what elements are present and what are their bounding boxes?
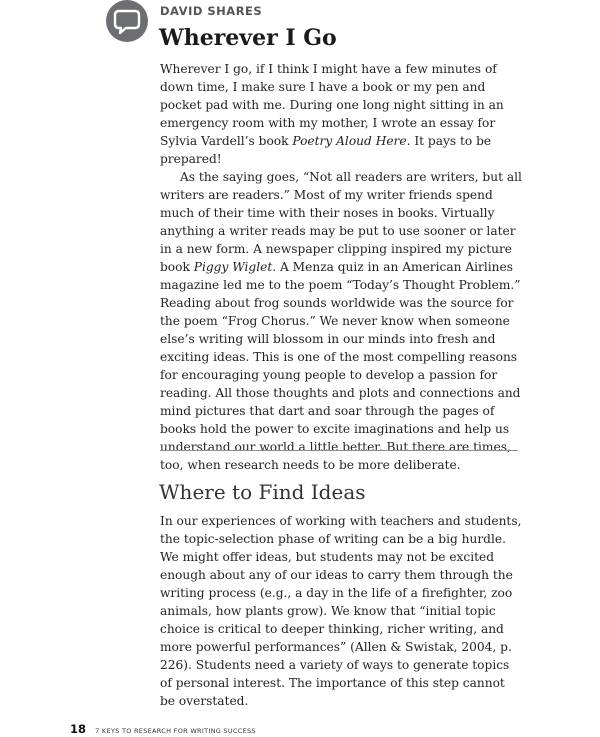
speech-bubble-icon	[104, 0, 150, 44]
section-heading: Where to Find Ideas	[159, 480, 366, 504]
running-title: 7 KEYS TO RESEARCH FOR WRITING SUCCESS	[95, 727, 256, 735]
section-divider	[160, 450, 518, 451]
page-footer	[70, 718, 256, 737]
sidebar-paragraph-1: Wherever I go, if I think I might have a few minutes of down time, I make sure I have a book or my pen and pocket pad with me. During one long night sitting in an emergency room with my mother, I wrote an essay for Sylvia Vardell’s book Poetry Aloud Here. It pays to be prepared!	[160, 62, 504, 166]
sidebar-paragraph-2: As the saying goes, “Not all readers are writers, but all writers are readers.” Most of my writer friends spend much of their time with their noses in books. Virtually anything a writer reads may be put to use sooner or later in a new form. A newspaper clipping inspired my picture book Piggy Wiglet. A Menza quiz in an American Airlines magazine led me to the poem “Today’s Thought Problem.” Reading about frog sounds worldwide was the source for the poem “Frog Chorus.” We never know when someone else’s writing will blossom in our minds into fresh and exciting ideas. This is one of the most compelling reasons for encouraging young people to develop a passion for reading. All those thoughts and plots and connections and mind pictures that dart and soar through the pages of books hold the power to excite imaginations and help us understand our world a little better. But there are times, too, when research needs to be more deliberate.	[160, 170, 522, 472]
section-body	[160, 512, 522, 710]
sidebar-title: Wherever I Go	[159, 25, 337, 51]
page-number: 18	[70, 722, 87, 736]
sidebar-body	[160, 60, 522, 474]
sidebar-kicker: DAVID SHARES	[160, 4, 263, 18]
section-paragraph: In our experiences of working with teachers and students, the topic-selection phase of writing can be a big hurdle. We might offer ideas, but students may not be excited enough about any of our ideas to carry them through the writing process (e.g., a day in the life of a firefighter, zoo animals, how plants grow). We know that “initial topic choice is critical to deeper thinking, richer writing, and more powerful performances” (Allen & Swistak, 2004, p. 226). Students need a variety of ways to generate topics of personal interest. The importance of this step cannot be overstated.	[160, 514, 522, 708]
